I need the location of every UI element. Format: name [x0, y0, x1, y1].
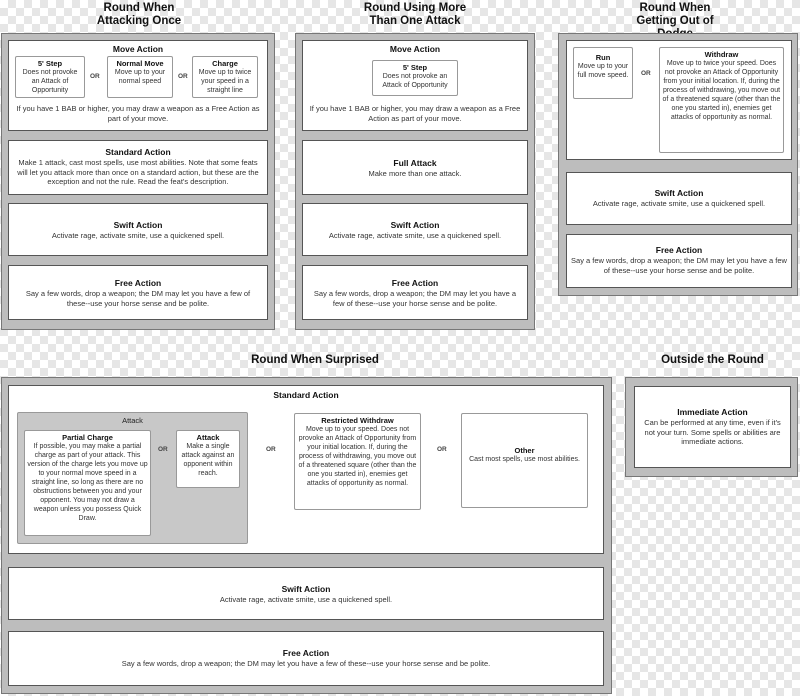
or-label: OR	[178, 73, 188, 80]
five-step-desc: Does not provoke an Attack of Opportunity	[22, 69, 78, 94]
five-step-desc: Does not provoke an Attack of Opportunity	[382, 73, 448, 89]
immediate-action-desc: Can be performed at any time, even if it's not your turn. Some spells or abilities are immediate actions.	[644, 418, 781, 446]
normal-move-title: Normal Move	[116, 59, 164, 68]
swift-action-desc: Activate rage, activate smite, use a quickened spell.	[328, 231, 502, 240]
standard-action-title: Standard Action	[105, 147, 171, 157]
attack-box	[176, 430, 240, 488]
standard-action-desc: Make 1 attack, cast most spells, use most abilities. Note that some feats will let you attack more than once on a standard action, but these are the exception and not the rule. Read the feat's description.	[17, 158, 259, 186]
attack-title: Attack	[196, 433, 220, 442]
free-action-box	[566, 234, 792, 288]
partial-charge-box	[24, 430, 151, 536]
withdraw-title: Withdraw	[704, 50, 739, 59]
free-action-title: Free Action	[655, 245, 703, 255]
five-step-title: 5' Step	[402, 63, 428, 72]
other-box	[461, 413, 588, 508]
swift-action-title: Swift Action	[654, 188, 704, 198]
move-note: If you have 1 BAB or higher, you may draw a weapon as a Free Action as part of your move.	[309, 104, 521, 123]
partial-charge-desc: If possible, you may make a partial charge as part of your attack. This version of the charge lets you move up to your normal move speed in a straight line, so long as there are no obstructions between you and your opponent. You may not draw a weapon unless you possess Quick Draw.	[27, 443, 148, 522]
swift-action-title: Swift Action	[390, 220, 440, 230]
five-step-box	[15, 56, 85, 98]
partial-charge-title: Partial Charge	[62, 433, 113, 442]
attack-desc: Make a single attack against an opponent within reach.	[181, 443, 235, 477]
immediate-action-box	[634, 386, 791, 468]
restricted-withdraw-title: Restricted Withdraw	[321, 416, 394, 425]
or-label: OR	[437, 446, 447, 453]
free-action-title: Free Action	[282, 648, 330, 658]
run-title: Run	[595, 53, 611, 62]
swift-action-desc: Activate rage, activate smite, use a quickened spell.	[592, 199, 766, 208]
free-action-desc: Say a few words, drop a weapon; the DM may let you have a few of these--use your horse sense and be polite.	[25, 289, 251, 308]
immediate-action-title: Immediate Action	[677, 407, 748, 417]
heading-when-surprised: Round When Surprised	[251, 354, 379, 366]
free-action-desc: Say a few words, drop a weapon; the DM may let you have a few of these--use your horse sense and be polite.	[121, 659, 491, 668]
heading-outside-round: Outside the Round	[661, 354, 764, 366]
standard-action-box	[8, 140, 268, 195]
swift-action-title: Swift Action	[281, 584, 331, 594]
restricted-withdraw-box	[294, 413, 421, 510]
free-action-box	[8, 631, 604, 686]
charge-desc: Move up to twice your speed in a straight line	[198, 69, 252, 94]
move-action-title: Move Action	[112, 44, 164, 54]
swift-action-desc: Activate rage, activate smite, use a quickened spell.	[219, 595, 393, 604]
five-step-box	[372, 60, 458, 96]
free-action-title: Free Action	[391, 278, 439, 288]
swift-action-box	[8, 203, 268, 256]
swift-action-box	[302, 203, 528, 256]
move-action-title: Move Action	[389, 44, 441, 54]
free-action-box	[8, 265, 268, 320]
or-label: OR	[158, 446, 168, 453]
run-box	[573, 47, 633, 99]
move-note: If you have 1 BAB or higher, you may draw a weapon as a Free Action as part of your move.	[16, 104, 260, 123]
heading-more-than-one-attack: Round Using More Than One Attack	[363, 2, 467, 27]
free-action-desc: Say a few words, drop a weapon; the DM may let you have a few of these--use your horse sense and be polite.	[571, 256, 787, 275]
withdraw-box	[659, 47, 784, 153]
run-desc: Move up to your full move speed.	[577, 63, 629, 79]
heading-out-of-dodge: Round When Getting Out of	[636, 2, 714, 27]
or-label: OR	[266, 446, 276, 453]
normal-move-box	[107, 56, 173, 98]
restricted-withdraw-desc: Move up to your speed. Does not provoke an Attack of Opportunity from your initial location. If, during the process of withdrawing, you move out of a threatened square (other than the one you started in), enemies get attacks of opportunity as normal.	[298, 426, 417, 487]
standard-action-title: Standard Action	[273, 390, 339, 400]
or-label: OR	[90, 73, 100, 80]
withdraw-desc: Move up to twice your speed. Does not provoke an Attack of Opportunity from your initial location. If, during the process of withdrawing, you move out of a threatened square (other than the one you started in), enemies get attacks of opportunity as normal.	[662, 60, 781, 121]
swift-action-title: Swift Action	[113, 220, 163, 230]
five-step-title: 5' Step	[37, 59, 63, 68]
attack-group-title: Attack	[122, 416, 143, 425]
other-title: Other	[514, 446, 535, 455]
free-action-desc: Say a few words, drop a weapon; the DM may let you have a few of these--use your horse sense and be polite.	[313, 289, 517, 308]
heading-attacking-once: Round When Attacking Once	[96, 2, 182, 27]
or-label: OR	[641, 70, 651, 77]
other-desc: Cast most spells, use most abilities.	[469, 456, 580, 463]
charge-box	[192, 56, 258, 98]
full-attack-box	[302, 140, 528, 195]
charge-title: Charge	[212, 59, 238, 68]
full-attack-desc: Make more than one attack.	[368, 169, 462, 178]
swift-action-desc: Activate rage, activate smite, use a quickened spell.	[51, 231, 225, 240]
free-action-title: Free Action	[114, 278, 162, 288]
swift-action-box	[566, 172, 792, 225]
free-action-box	[302, 265, 528, 320]
full-attack-title: Full Attack	[393, 158, 437, 168]
normal-move-desc: Move up to your normal speed	[114, 69, 166, 85]
swift-action-box	[8, 567, 604, 620]
